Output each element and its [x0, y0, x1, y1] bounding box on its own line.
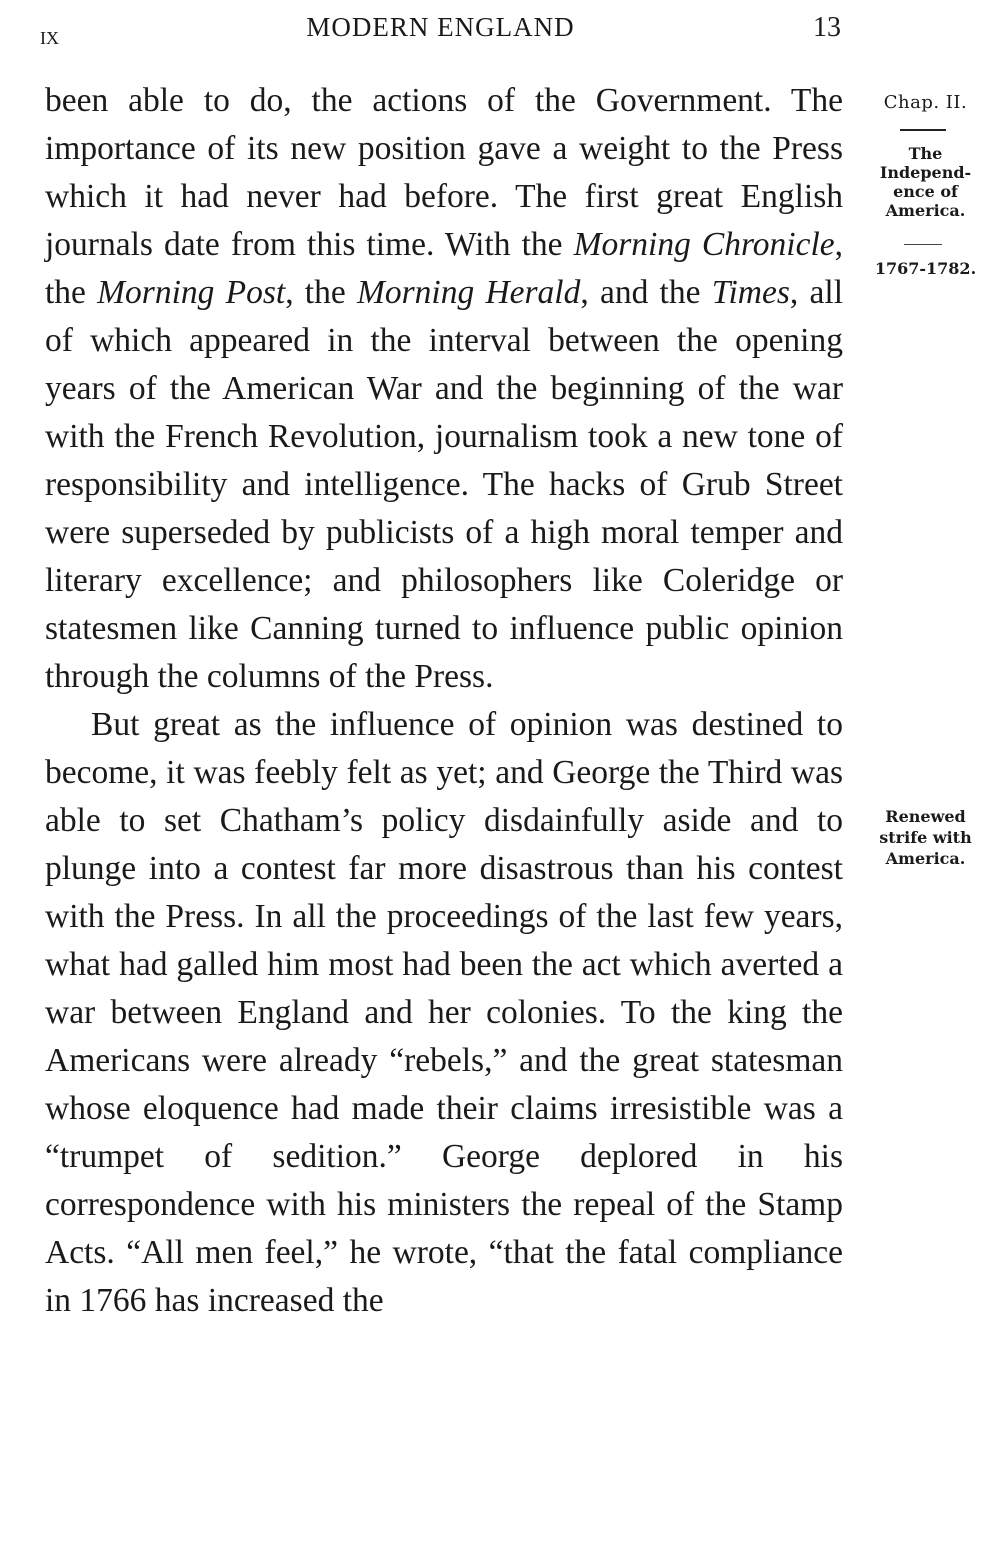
margin-note-renewed-strife — [858, 806, 993, 869]
text-run: , the — [285, 274, 357, 311]
margin-note-line: America. — [885, 849, 966, 868]
journal-title: Morning Chronicle — [573, 226, 835, 263]
running-title: MODERN ENGLAND — [306, 12, 575, 42]
margin-note-line: ence of — [893, 182, 958, 201]
journal-title: Morning Post — [97, 274, 286, 311]
page-number: 13 — [813, 12, 841, 43]
margin-note-line: strife with — [879, 828, 972, 847]
margin-rule — [904, 244, 942, 245]
text-run: , all of which appeared in the interval between the opening years of the American War and the beginning of the war with the French Revolution, journalism took a new tone of responsibility and intelligence. The hacks of Grub Street were superseded by publicists of a high moral temper and literary excellence; and philosophers like Coleridge or statesmen like Canning turned to influence public opinion through the columns of the Press. — [45, 274, 844, 695]
text-run: , the — [45, 226, 843, 311]
margin-note-line: Renewed — [885, 807, 966, 826]
section-numeral: IX — [40, 28, 59, 48]
text-run: , and the — [580, 274, 712, 311]
main-text — [45, 77, 843, 1325]
paragraph-1 — [45, 77, 843, 701]
margin-note-line: America. — [885, 201, 966, 220]
paragraph-2: But great as the influence of opinion was destined to become, it was feebly felt as yet; and George the Third was able to set Chatham’s policy disdainfully aside and to plunge into a contest far more disastrous than his contest with the Press. In all the proceedings of the last few years, what had galled him most had been the act which averted a war between England and her colonies. To the king the Americans were already “rebels,” and the great statesman whose eloquence had made their claims irresistible was a “trumpet of sedition.” George deplored in his correspondence with his ministers the repeal of the Stamp Acts. “All men feel,” he wrote, “that the fatal compliance in 1766 has increased the — [45, 706, 843, 1319]
margin-note-independence — [858, 144, 993, 220]
margin-note-line: The — [908, 144, 943, 163]
margin-note-line: Independ- — [879, 163, 972, 182]
running-header — [38, 4, 843, 48]
journal-title: Morning Herald — [356, 274, 581, 311]
journal-title: Times — [711, 274, 790, 311]
margin-rule — [900, 129, 946, 131]
margin-years: 1767-1782. — [874, 259, 977, 278]
text-run: been able to do, the actions of the Government. The importance of its new position gave a weight to the Press which it had never had before. The first great English journals date from this time. With the — [45, 82, 843, 263]
margin-chapter-label: Chap. II. — [883, 92, 968, 113]
